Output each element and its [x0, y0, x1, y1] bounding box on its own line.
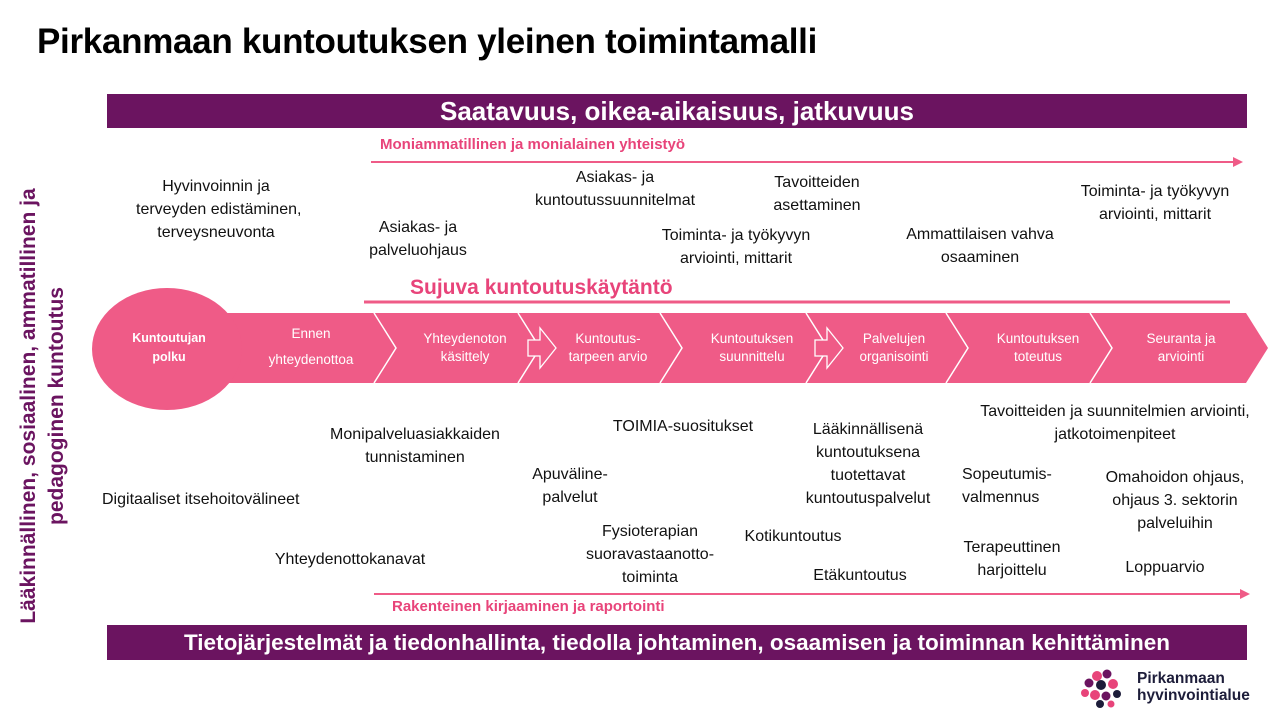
note-toimia: TOIMIA-suositukset: [612, 418, 754, 435]
note-arviointi-2: Toiminta- ja työkyvyn arviointi, mittarit: [1080, 183, 1230, 223]
note-fysioterapia: Fysioterapian suoravastaanotto- toiminta: [585, 523, 715, 586]
documentation-label: Rakenteinen kirjaaminen ja raportointi: [392, 598, 665, 615]
note-osaaminen: Ammattilaisen vahva osaaminen: [906, 226, 1054, 266]
note-tavoitteet: Tavoitteiden asettaminen: [773, 174, 861, 214]
stage-6-label-1: Kuntoutuksen: [996, 331, 1080, 346]
note-tavoitearviointi: Tavoitteiden ja suunnitelmien arviointi, jatkotoimenpiteet: [980, 403, 1250, 443]
practice-label: Sujuva kuntoutuskäytäntö: [410, 276, 673, 299]
stage-7-label-1: Seuranta ja: [1146, 331, 1216, 346]
note-loppuarvio: Loppuarvio: [1125, 559, 1205, 576]
path-start-label-1: Kuntoutujan: [132, 331, 206, 345]
note-kotikuntoutus: Kotikuntoutus: [744, 528, 842, 545]
stage-3-label-2: tarpeen arvio: [568, 349, 648, 364]
note-apuvaline: Apuväline- palvelut: [532, 466, 608, 506]
bottom-banner: Tietojärjestelmät ja tiedonhallinta, tiedolla johtaminen, osaamisen ja toiminnan kehittäminen: [107, 625, 1247, 660]
documentation-arrow: [370, 586, 1255, 602]
note-terapeuttinen: Terapeuttinen harjoittelu: [963, 539, 1061, 579]
stage-1-label-2: yhteydenottoa: [268, 352, 354, 367]
top-banner: Saatavuus, oikea-aikaisuus, jatkuvuus: [107, 94, 1247, 128]
stage-3-label-1: Kuntoutus-: [575, 331, 641, 346]
path-band: [210, 313, 1268, 383]
note-arviointi-1: Toiminta- ja työkyvyn arviointi, mittarit: [661, 227, 811, 267]
note-monipalvelu: Monipalveluasiakkaiden tunnistaminen: [330, 426, 500, 466]
stage-5-label-1: Palvelujen: [862, 331, 926, 346]
stage-2-label-2: käsittely: [440, 349, 490, 364]
note-laakinnallinen: Lääkinnällisenä kuntoutuksena tuotettavat kuntoutuspalvelut: [805, 421, 931, 507]
logo-text: Pirkanmaan hyvinvointialue: [1137, 670, 1250, 704]
cooperation-arrow: [365, 154, 1250, 170]
note-asiakasohjaus: Asiakas- ja palveluohjaus: [369, 219, 467, 259]
path-start-label-2: polku: [152, 350, 186, 364]
path-start-circle: [92, 288, 242, 410]
stage-5-label-2: organisointi: [859, 349, 929, 364]
note-digitaaliset: Digitaaliset itsehoitovälineet: [102, 491, 300, 508]
organization-logo: [1075, 666, 1265, 710]
note-suunnitelmat: Asiakas- ja kuntoutussuunnitelmat: [534, 169, 696, 209]
stage-7-label-2: arviointi: [1157, 349, 1205, 364]
stage-4-label-2: suunnittelu: [719, 349, 785, 364]
page-title: Pirkanmaan kuntoutuksen yleinen toimintamalli: [37, 22, 818, 61]
stage-6-label-2: toteutus: [1013, 349, 1063, 364]
note-omahoito: Omahoidon ohjaus, ohjaus 3. sektorin palveluihin: [1105, 469, 1245, 532]
logo-flower-icon: [1075, 666, 1133, 710]
stage-1-label-1: Ennen: [291, 326, 331, 341]
note-sopeutumis: Sopeutumis- valmennus: [962, 466, 1052, 506]
stage-2-label-1: Yhteydenoton: [423, 331, 507, 346]
note-kanavat: Yhteydenottokanavat: [274, 551, 426, 568]
note-hyvinvointi: Hyvinvoinnin ja terveyden edistäminen, terveysneuvonta: [136, 178, 302, 241]
vertical-label: Lääkinnällinen, sosiaalinen, ammatillinen ja pedagoginen kuntoutus: [17, 188, 68, 624]
note-etakuntoutus: Etäkuntoutus: [813, 567, 907, 584]
stage-4-label-1: Kuntoutuksen: [710, 331, 794, 346]
cooperation-label: Moniammatillinen ja monialainen yhteistyö: [380, 136, 686, 153]
